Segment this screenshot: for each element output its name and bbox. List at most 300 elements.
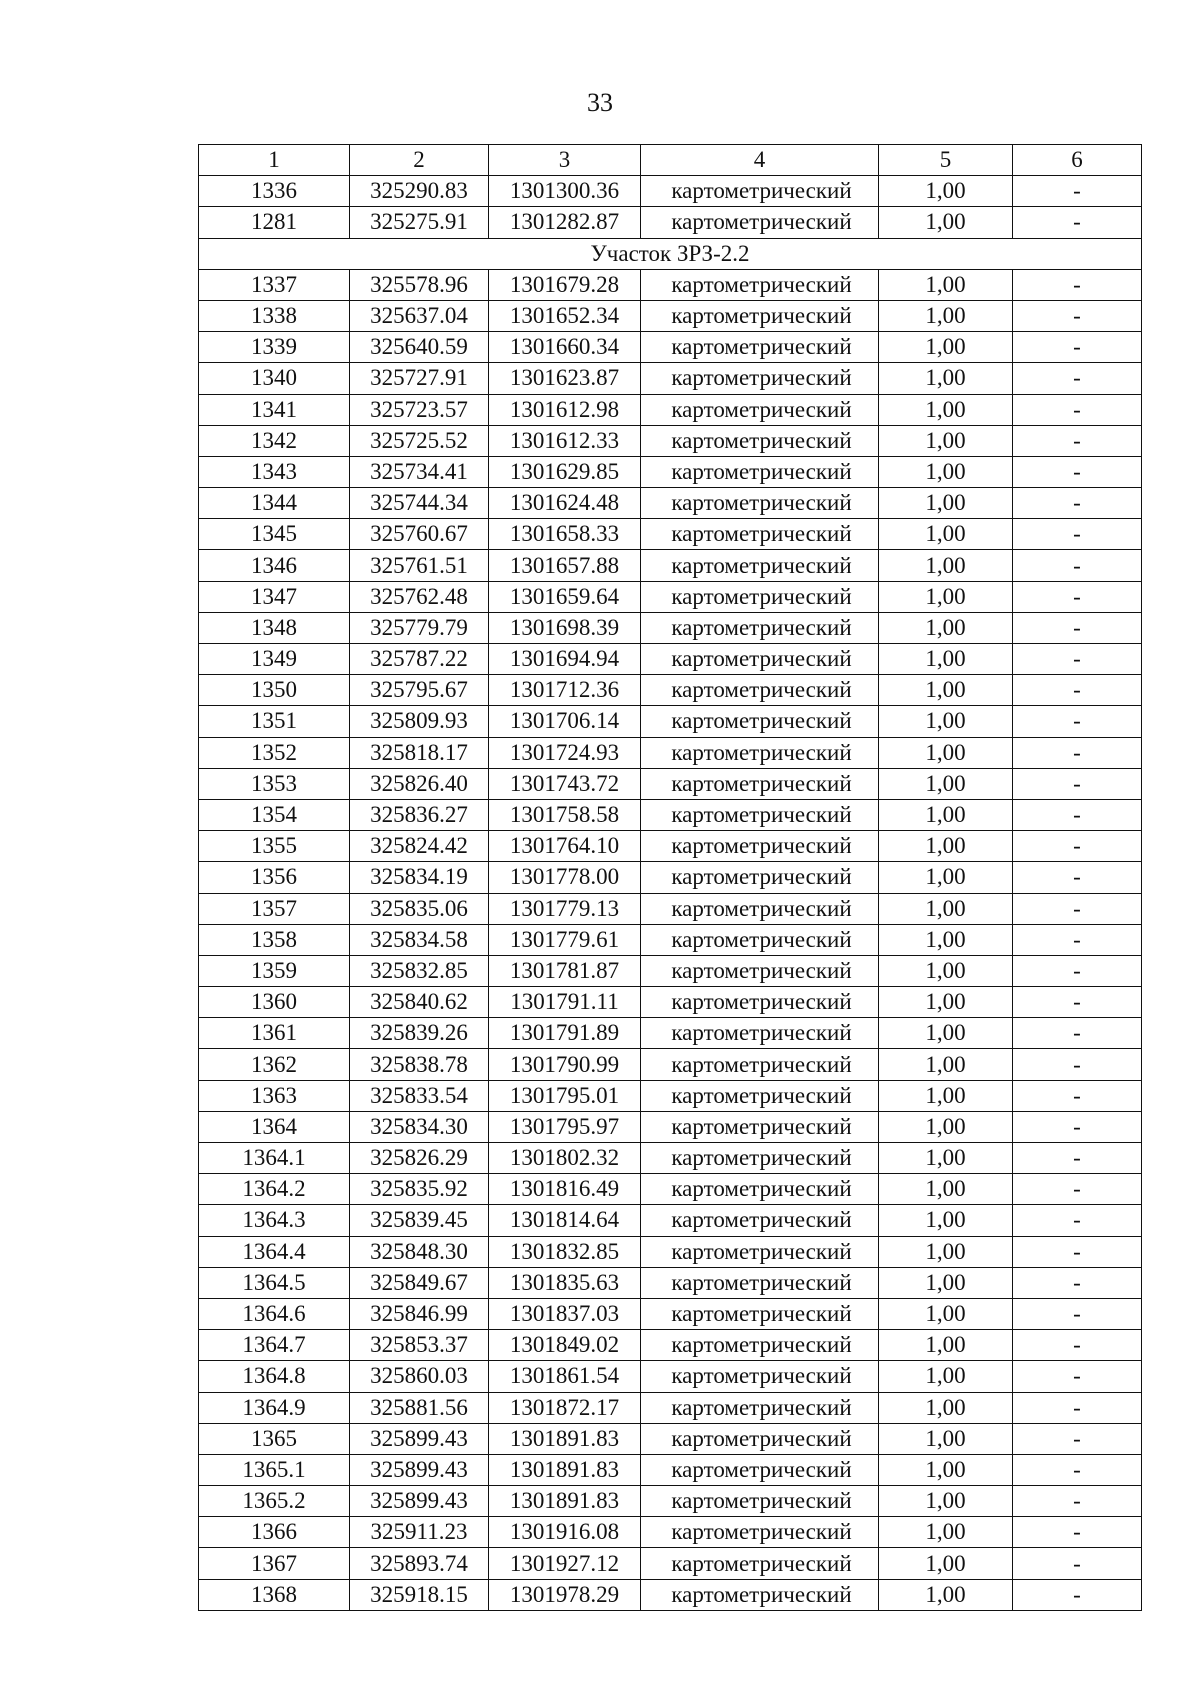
header-row: [199, 145, 1142, 176]
x-coordinate-cell: 325787.22: [350, 644, 489, 675]
note-cell: -: [1013, 1392, 1142, 1423]
point-number-cell: 1366: [199, 1517, 350, 1548]
point-number-cell: 1355: [199, 831, 350, 862]
note-cell: -: [1013, 737, 1142, 768]
x-coordinate-cell: 325762.48: [350, 581, 489, 612]
point-number-cell: 1345: [199, 519, 350, 550]
note-cell: -: [1013, 893, 1142, 924]
y-coordinate-cell: 1301795.97: [489, 1111, 641, 1142]
method-cell: картометрический: [641, 1267, 879, 1298]
x-coordinate-cell: 325846.99: [350, 1298, 489, 1329]
table-row: [199, 550, 1142, 581]
table-row: [199, 893, 1142, 924]
point-number-cell: 1360: [199, 987, 350, 1018]
accuracy-cell: 1,00: [879, 1392, 1013, 1423]
x-coordinate-cell: 325848.30: [350, 1236, 489, 1267]
method-cell: картометрический: [641, 1298, 879, 1329]
x-coordinate-cell: 325723.57: [350, 394, 489, 425]
point-number-cell: 1365.2: [199, 1486, 350, 1517]
point-number-cell: 1348: [199, 612, 350, 643]
point-number-cell: 1281: [199, 207, 350, 238]
y-coordinate-cell: 1301698.39: [489, 612, 641, 643]
point-number-cell: 1364.4: [199, 1236, 350, 1267]
table-row: [199, 1298, 1142, 1329]
point-number-cell: 1364.3: [199, 1205, 350, 1236]
note-cell: -: [1013, 1517, 1142, 1548]
x-coordinate-cell: 325840.62: [350, 987, 489, 1018]
table-row: [199, 955, 1142, 986]
method-cell: картометрический: [641, 1579, 879, 1610]
accuracy-cell: 1,00: [879, 456, 1013, 487]
section-row: [199, 238, 1142, 269]
x-coordinate-cell: 325860.03: [350, 1361, 489, 1392]
x-coordinate-cell: 325578.96: [350, 269, 489, 300]
point-number-cell: 1362: [199, 1049, 350, 1080]
point-number-cell: 1368: [199, 1579, 350, 1610]
table-row: [199, 987, 1142, 1018]
table-row: [199, 394, 1142, 425]
y-coordinate-cell: 1301832.85: [489, 1236, 641, 1267]
note-cell: -: [1013, 1018, 1142, 1049]
table-row: [199, 300, 1142, 331]
accuracy-cell: 1,00: [879, 1454, 1013, 1485]
method-cell: картометрический: [641, 1423, 879, 1454]
y-coordinate-cell: 1301300.36: [489, 176, 641, 207]
header-cell-5: 5: [879, 145, 1013, 176]
x-coordinate-cell: 325899.43: [350, 1423, 489, 1454]
table-row: [199, 768, 1142, 799]
note-cell: -: [1013, 1111, 1142, 1142]
accuracy-cell: 1,00: [879, 300, 1013, 331]
note-cell: -: [1013, 1330, 1142, 1361]
accuracy-cell: 1,00: [879, 207, 1013, 238]
note-cell: -: [1013, 831, 1142, 862]
method-cell: картометрический: [641, 862, 879, 893]
x-coordinate-cell: 325839.26: [350, 1018, 489, 1049]
method-cell: картометрический: [641, 550, 879, 581]
x-coordinate-cell: 325734.41: [350, 456, 489, 487]
point-number-cell: 1364.9: [199, 1392, 350, 1423]
y-coordinate-cell: 1301764.10: [489, 831, 641, 862]
y-coordinate-cell: 1301779.61: [489, 924, 641, 955]
x-coordinate-cell: 325834.58: [350, 924, 489, 955]
method-cell: картометрический: [641, 1143, 879, 1174]
y-coordinate-cell: 1301791.11: [489, 987, 641, 1018]
y-coordinate-cell: 1301872.17: [489, 1392, 641, 1423]
accuracy-cell: 1,00: [879, 1298, 1013, 1329]
y-coordinate-cell: 1301790.99: [489, 1049, 641, 1080]
note-cell: -: [1013, 1579, 1142, 1610]
x-coordinate-cell: 325760.67: [350, 519, 489, 550]
note-cell: -: [1013, 1236, 1142, 1267]
x-coordinate-cell: 325838.78: [350, 1049, 489, 1080]
accuracy-cell: 1,00: [879, 394, 1013, 425]
method-cell: картометрический: [641, 799, 879, 830]
note-cell: -: [1013, 1423, 1142, 1454]
point-number-cell: 1361: [199, 1018, 350, 1049]
y-coordinate-cell: 1301802.32: [489, 1143, 641, 1174]
method-cell: картометрический: [641, 332, 879, 363]
method-cell: картометрический: [641, 1330, 879, 1361]
y-coordinate-cell: 1301660.34: [489, 332, 641, 363]
point-number-cell: 1341: [199, 394, 350, 425]
x-coordinate-cell: 325761.51: [350, 550, 489, 581]
note-cell: -: [1013, 394, 1142, 425]
point-number-cell: 1340: [199, 363, 350, 394]
table-row: [199, 269, 1142, 300]
method-cell: картометрический: [641, 1049, 879, 1080]
table-row: [199, 1018, 1142, 1049]
accuracy-cell: 1,00: [879, 1486, 1013, 1517]
method-cell: картометрический: [641, 706, 879, 737]
method-cell: картометрический: [641, 1548, 879, 1579]
point-number-cell: 1365.1: [199, 1454, 350, 1485]
x-coordinate-cell: 325834.30: [350, 1111, 489, 1142]
header-cell-6: 6: [1013, 145, 1142, 176]
method-cell: картометрический: [641, 176, 879, 207]
table-row: [199, 456, 1142, 487]
accuracy-cell: 1,00: [879, 1049, 1013, 1080]
accuracy-cell: 1,00: [879, 612, 1013, 643]
accuracy-cell: 1,00: [879, 893, 1013, 924]
x-coordinate-cell: 325725.52: [350, 425, 489, 456]
accuracy-cell: 1,00: [879, 1548, 1013, 1579]
note-cell: -: [1013, 706, 1142, 737]
point-number-cell: 1364.6: [199, 1298, 350, 1329]
note-cell: -: [1013, 207, 1142, 238]
accuracy-cell: 1,00: [879, 1018, 1013, 1049]
point-number-cell: 1367: [199, 1548, 350, 1579]
x-coordinate-cell: 325899.43: [350, 1454, 489, 1485]
accuracy-cell: 1,00: [879, 1330, 1013, 1361]
accuracy-cell: 1,00: [879, 269, 1013, 300]
table-row: [199, 1579, 1142, 1610]
note-cell: -: [1013, 955, 1142, 986]
note-cell: -: [1013, 300, 1142, 331]
accuracy-cell: 1,00: [879, 644, 1013, 675]
method-cell: картометрический: [641, 300, 879, 331]
point-number-cell: 1337: [199, 269, 350, 300]
note-cell: -: [1013, 1080, 1142, 1111]
x-coordinate-cell: 325824.42: [350, 831, 489, 862]
note-cell: -: [1013, 456, 1142, 487]
accuracy-cell: 1,00: [879, 737, 1013, 768]
y-coordinate-cell: 1301282.87: [489, 207, 641, 238]
method-cell: картометрический: [641, 893, 879, 924]
note-cell: -: [1013, 987, 1142, 1018]
table-row: [199, 176, 1142, 207]
point-number-cell: 1351: [199, 706, 350, 737]
method-cell: картометрический: [641, 737, 879, 768]
accuracy-cell: 1,00: [879, 550, 1013, 581]
x-coordinate-cell: 325795.67: [350, 675, 489, 706]
note-cell: -: [1013, 363, 1142, 394]
point-number-cell: 1343: [199, 456, 350, 487]
y-coordinate-cell: 1301837.03: [489, 1298, 641, 1329]
accuracy-cell: 1,00: [879, 706, 1013, 737]
y-coordinate-cell: 1301712.36: [489, 675, 641, 706]
method-cell: картометрический: [641, 644, 879, 675]
y-coordinate-cell: 1301816.49: [489, 1174, 641, 1205]
table-row: [199, 1143, 1142, 1174]
note-cell: -: [1013, 1267, 1142, 1298]
y-coordinate-cell: 1301706.14: [489, 706, 641, 737]
table-row: [199, 675, 1142, 706]
point-number-cell: 1349: [199, 644, 350, 675]
y-coordinate-cell: 1301978.29: [489, 1579, 641, 1610]
note-cell: -: [1013, 675, 1142, 706]
point-number-cell: 1339: [199, 332, 350, 363]
table-row: [199, 1111, 1142, 1142]
y-coordinate-cell: 1301891.83: [489, 1454, 641, 1485]
accuracy-cell: 1,00: [879, 1423, 1013, 1454]
accuracy-cell: 1,00: [879, 1111, 1013, 1142]
accuracy-cell: 1,00: [879, 581, 1013, 612]
table-row: [199, 1330, 1142, 1361]
point-number-cell: 1365: [199, 1423, 350, 1454]
x-coordinate-cell: 325826.29: [350, 1143, 489, 1174]
method-cell: картометрический: [641, 1454, 879, 1485]
y-coordinate-cell: 1301724.93: [489, 737, 641, 768]
note-cell: -: [1013, 768, 1142, 799]
table-row: [199, 924, 1142, 955]
y-coordinate-cell: 1301849.02: [489, 1330, 641, 1361]
accuracy-cell: 1,00: [879, 1174, 1013, 1205]
x-coordinate-cell: 325918.15: [350, 1579, 489, 1610]
table-row: [199, 363, 1142, 394]
table-row: [199, 1205, 1142, 1236]
point-number-cell: 1364: [199, 1111, 350, 1142]
y-coordinate-cell: 1301612.98: [489, 394, 641, 425]
x-coordinate-cell: 325779.79: [350, 612, 489, 643]
y-coordinate-cell: 1301781.87: [489, 955, 641, 986]
header-cell-4: 4: [641, 145, 879, 176]
note-cell: -: [1013, 176, 1142, 207]
table-row: [199, 519, 1142, 550]
point-number-cell: 1359: [199, 955, 350, 986]
method-cell: картометрический: [641, 1392, 879, 1423]
header-cell-1: 1: [199, 145, 350, 176]
x-coordinate-cell: 325836.27: [350, 799, 489, 830]
x-coordinate-cell: 325826.40: [350, 768, 489, 799]
x-coordinate-cell: 325835.06: [350, 893, 489, 924]
accuracy-cell: 1,00: [879, 1361, 1013, 1392]
y-coordinate-cell: 1301795.01: [489, 1080, 641, 1111]
y-coordinate-cell: 1301791.89: [489, 1018, 641, 1049]
method-cell: картометрический: [641, 1361, 879, 1392]
point-number-cell: 1364.5: [199, 1267, 350, 1298]
x-coordinate-cell: 325818.17: [350, 737, 489, 768]
method-cell: картометрический: [641, 519, 879, 550]
method-cell: картометрический: [641, 269, 879, 300]
x-coordinate-cell: 325881.56: [350, 1392, 489, 1423]
method-cell: картометрический: [641, 394, 879, 425]
table-row: [199, 1517, 1142, 1548]
accuracy-cell: 1,00: [879, 1080, 1013, 1111]
method-cell: картометрический: [641, 955, 879, 986]
note-cell: -: [1013, 1049, 1142, 1080]
y-coordinate-cell: 1301657.88: [489, 550, 641, 581]
y-coordinate-cell: 1301652.34: [489, 300, 641, 331]
accuracy-cell: 1,00: [879, 831, 1013, 862]
point-number-cell: 1344: [199, 488, 350, 519]
point-number-cell: 1364.1: [199, 1143, 350, 1174]
method-cell: картометрический: [641, 1174, 879, 1205]
point-number-cell: 1354: [199, 799, 350, 830]
table-row: [199, 1080, 1142, 1111]
accuracy-cell: 1,00: [879, 425, 1013, 456]
method-cell: картометрический: [641, 363, 879, 394]
note-cell: -: [1013, 269, 1142, 300]
method-cell: картометрический: [641, 1111, 879, 1142]
table-row: [199, 706, 1142, 737]
y-coordinate-cell: 1301778.00: [489, 862, 641, 893]
coordinates-table-body: [199, 145, 1142, 1611]
point-number-cell: 1350: [199, 675, 350, 706]
accuracy-cell: 1,00: [879, 1267, 1013, 1298]
point-number-cell: 1338: [199, 300, 350, 331]
x-coordinate-cell: 325727.91: [350, 363, 489, 394]
note-cell: -: [1013, 332, 1142, 363]
table-row: [199, 207, 1142, 238]
note-cell: -: [1013, 1548, 1142, 1579]
x-coordinate-cell: 325911.23: [350, 1517, 489, 1548]
method-cell: картометрический: [641, 1080, 879, 1111]
x-coordinate-cell: 325839.45: [350, 1205, 489, 1236]
method-cell: картометрический: [641, 987, 879, 1018]
x-coordinate-cell: 325849.67: [350, 1267, 489, 1298]
accuracy-cell: 1,00: [879, 768, 1013, 799]
note-cell: -: [1013, 488, 1142, 519]
accuracy-cell: 1,00: [879, 1143, 1013, 1174]
method-cell: картометрический: [641, 924, 879, 955]
table-row: [199, 488, 1142, 519]
x-coordinate-cell: 325899.43: [350, 1486, 489, 1517]
x-coordinate-cell: 325835.92: [350, 1174, 489, 1205]
note-cell: -: [1013, 1174, 1142, 1205]
x-coordinate-cell: 325637.04: [350, 300, 489, 331]
accuracy-cell: 1,00: [879, 987, 1013, 1018]
note-cell: -: [1013, 924, 1142, 955]
method-cell: картометрический: [641, 612, 879, 643]
x-coordinate-cell: 325832.85: [350, 955, 489, 986]
point-number-cell: 1347: [199, 581, 350, 612]
table-row: [199, 1361, 1142, 1392]
point-number-cell: 1342: [199, 425, 350, 456]
accuracy-cell: 1,00: [879, 799, 1013, 830]
table-row: [199, 1049, 1142, 1080]
table-row: [199, 332, 1142, 363]
table-row: [199, 831, 1142, 862]
table-row: [199, 581, 1142, 612]
point-number-cell: 1352: [199, 737, 350, 768]
table-row: [199, 1236, 1142, 1267]
point-number-cell: 1356: [199, 862, 350, 893]
header-cell-2: 2: [350, 145, 489, 176]
method-cell: картометрический: [641, 456, 879, 487]
accuracy-cell: 1,00: [879, 1236, 1013, 1267]
y-coordinate-cell: 1301861.54: [489, 1361, 641, 1392]
x-coordinate-cell: 325290.83: [350, 176, 489, 207]
table-row: [199, 1548, 1142, 1579]
method-cell: картометрический: [641, 207, 879, 238]
note-cell: -: [1013, 1486, 1142, 1517]
coordinates-table: [198, 144, 1142, 1611]
point-number-cell: 1364.2: [199, 1174, 350, 1205]
x-coordinate-cell: 325853.37: [350, 1330, 489, 1361]
note-cell: -: [1013, 1205, 1142, 1236]
accuracy-cell: 1,00: [879, 1205, 1013, 1236]
y-coordinate-cell: 1301743.72: [489, 768, 641, 799]
table-row: [199, 1267, 1142, 1298]
section-title: Участок ЗРЗ-2.2: [199, 238, 1142, 269]
table-row: [199, 1486, 1142, 1517]
point-number-cell: 1364.7: [199, 1330, 350, 1361]
table-row: [199, 799, 1142, 830]
accuracy-cell: 1,00: [879, 332, 1013, 363]
table-row: [199, 1174, 1142, 1205]
y-coordinate-cell: 1301629.85: [489, 456, 641, 487]
table-row: [199, 644, 1142, 675]
y-coordinate-cell: 1301891.83: [489, 1486, 641, 1517]
y-coordinate-cell: 1301758.58: [489, 799, 641, 830]
x-coordinate-cell: 325640.59: [350, 332, 489, 363]
note-cell: -: [1013, 519, 1142, 550]
table-row: [199, 1423, 1142, 1454]
y-coordinate-cell: 1301916.08: [489, 1517, 641, 1548]
y-coordinate-cell: 1301658.33: [489, 519, 641, 550]
table-row: [199, 1392, 1142, 1423]
accuracy-cell: 1,00: [879, 1579, 1013, 1610]
accuracy-cell: 1,00: [879, 924, 1013, 955]
x-coordinate-cell: 325809.93: [350, 706, 489, 737]
y-coordinate-cell: 1301927.12: [489, 1548, 641, 1579]
y-coordinate-cell: 1301623.87: [489, 363, 641, 394]
page-number: 33: [587, 88, 613, 117]
table-row: [199, 1454, 1142, 1485]
accuracy-cell: 1,00: [879, 1517, 1013, 1548]
method-cell: картометрический: [641, 1236, 879, 1267]
accuracy-cell: 1,00: [879, 955, 1013, 986]
x-coordinate-cell: 325744.34: [350, 488, 489, 519]
method-cell: картометрический: [641, 488, 879, 519]
x-coordinate-cell: 325834.19: [350, 862, 489, 893]
note-cell: -: [1013, 1298, 1142, 1329]
method-cell: картометрический: [641, 1517, 879, 1548]
y-coordinate-cell: 1301694.94: [489, 644, 641, 675]
y-coordinate-cell: 1301612.33: [489, 425, 641, 456]
table-row: [199, 425, 1142, 456]
point-number-cell: 1357: [199, 893, 350, 924]
method-cell: картометрический: [641, 425, 879, 456]
method-cell: картометрический: [641, 1018, 879, 1049]
point-number-cell: 1336: [199, 176, 350, 207]
note-cell: -: [1013, 581, 1142, 612]
point-number-cell: 1364.8: [199, 1361, 350, 1392]
method-cell: картометрический: [641, 831, 879, 862]
point-number-cell: 1353: [199, 768, 350, 799]
note-cell: -: [1013, 425, 1142, 456]
point-number-cell: 1363: [199, 1080, 350, 1111]
y-coordinate-cell: 1301659.64: [489, 581, 641, 612]
header-cell-3: 3: [489, 145, 641, 176]
note-cell: -: [1013, 550, 1142, 581]
y-coordinate-cell: 1301835.63: [489, 1267, 641, 1298]
accuracy-cell: 1,00: [879, 519, 1013, 550]
y-coordinate-cell: 1301814.64: [489, 1205, 641, 1236]
y-coordinate-cell: 1301779.13: [489, 893, 641, 924]
accuracy-cell: 1,00: [879, 862, 1013, 893]
